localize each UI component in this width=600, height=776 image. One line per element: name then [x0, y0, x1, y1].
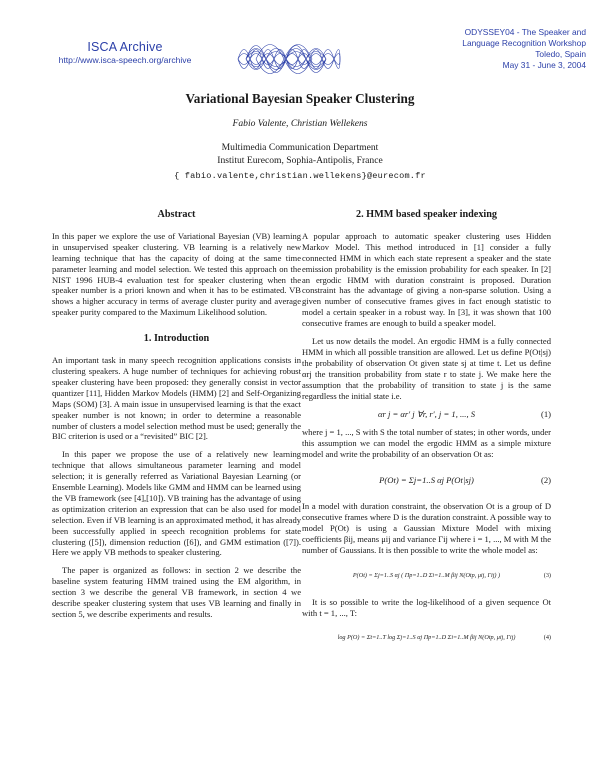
- section2-paragraph: In a model with duration constraint, the observation Ot is a group of D consecutive frames where D is the duration constraint. A possible way to model P(Ot) is using a Gaussian Mixture Model with mixing coefficients βij, means μij and variance Γij where i = 1, ..., M with M the number of Gaussians. It is then possible to write the whole model as:: [302, 501, 551, 555]
- affiliation-line: Multimedia Communication Department: [221, 142, 379, 153]
- right-column: [302, 210, 551, 659]
- abstract-text: In this paper we explore the use of Variational Bayesian (VB) learning in unsupervised speaker clustering. VB learning is a relatively new learning technique that has the capacity of doing at the same time parameter learning and model selection. We tested this approach on the NIST 1996 HUB-4 evaluation test for speaker clustering when the speaker number is a priori known and when it has to be estimated. VB shows a higher accuracy in terms of average cluster purity and average speaker purity compared to the Maximum Likelihood solution.: [52, 230, 301, 318]
- equation-body: log P(O) = Σt=1..T log Σj=1..S αj Πp=1..D Σi=1..M βij N(Otp, μij, Γij): [337, 634, 516, 642]
- equation-number: (3): [543, 571, 551, 579]
- affiliation: [0, 142, 600, 167]
- paper-authors: Fabio Valente, Christian Wellekens: [232, 118, 368, 129]
- section2-paragraph: It is so possible to write the log-likelihood of a given sequence Ot with t = 1, ..., T:: [302, 596, 551, 618]
- conf-line: May 31 - June 3, 2004: [502, 60, 586, 70]
- intro-paragraph: In this paper we propose the use of a relatively new learning technique that allows simultaneous parameter learning and model selection; it is generally referred as Variational Bayesian Learning (or Ensemble Learning). Models like GMM and HMM can be learned using the VB framework (see [4],[10]). VB training has the advantage of using as optimization criterion an expression that can be also used for model selection. Even if VB learning is an approximated method, it has already been successfully applied in speech recognition problems for state clustering ([5]), dimension reduction ([6]), and GMM estimation ([7]). Here we apply VB methods to speaker clustering.: [52, 449, 301, 558]
- equation-body: P(Ot) = Σj=1..S αj P(Ot|sj): [379, 475, 474, 486]
- equation-1: [302, 409, 551, 420]
- affiliation-line: Institut Eurecom, Sophia-Antipolis, France: [217, 154, 383, 166]
- archive-url[interactable]: http://www.isca-speech.org/archive: [58, 55, 192, 65]
- section2-paragraph: where j = 1, ..., S with S the total number of states; in other words, under this assumption we can model the ergodic HMM as a simple mixture model and write the probability of an observation Ot as:: [302, 427, 551, 460]
- equation-number: (4): [543, 634, 551, 642]
- equation-4: [302, 625, 551, 651]
- conf-line: Language Recognition Workshop: [462, 38, 586, 48]
- conference-header: [400, 27, 586, 71]
- section2-paragraph: A popular approach to automatic speaker clustering uses Hidden Markov Model. This method introduced in [1] consider a fully connected HMM in which each state represent a speaker and the state emission probability is the emission probability for each speaker. In [2] an ergodic HMM with duration constraint is proposed. Duration constraint has the advantage of giving a non-sparse solution. Using a given number of consecutive frames gives in fact enough statistic to model a certain speaker in a robust way. In [3], it was shown that 100 consecutive frames are enough to build a speaker model.: [302, 230, 551, 329]
- introduction-heading: 1. Introduction: [143, 333, 210, 345]
- equation-number: (2): [540, 475, 551, 486]
- intro-paragraph: The paper is organized as follows: in section 2 we describe the baseline system featuring HMM trained using the EM algorithm, in section 3 we describe the general VB framework, in section 4 we describe speaker clustering system that uses VB learning and finally in section 5, we describe experiments and results.: [52, 565, 301, 619]
- archive-title: ISCA Archive: [87, 40, 163, 54]
- equation-body: P(Ot) = Σj=1..S αj ( Πp=1..D Σi=1..M βij N(Otp, μij, Γij) ): [352, 571, 501, 579]
- isca-waveform-logo-icon: [236, 30, 342, 88]
- abstract-heading: Abstract: [157, 209, 196, 220]
- conf-line: Toledo, Spain: [535, 49, 586, 59]
- section2-paragraph: Let us now details the model. An ergodic HMM is a fully connected HMM in which all possible transition are allowed. Let us define P(Ot|sj) the probability of observation Ot given state sj at time t. Let us define αrj the transition probability from state r to state j. We make here the assumption that the probability of transition to state j is the same regardless the initial state i.e.: [302, 336, 551, 401]
- conf-line: ODYSSEY04 - The Speaker and: [464, 27, 586, 37]
- equation-3: [302, 563, 551, 589]
- left-column: [52, 210, 301, 627]
- equation-number: (1): [540, 408, 551, 419]
- equation-body: αr j = αr′ j ∀r, r′, j = 1, ..., S: [377, 408, 476, 419]
- section2-heading: 2. HMM based speaker indexing: [355, 209, 498, 220]
- archive-header: [20, 40, 230, 65]
- paper-title: Variational Bayesian Speaker Clustering: [185, 91, 415, 106]
- equation-2: [302, 467, 551, 493]
- intro-paragraph: An important task in many speech recognition applications consists in clustering speakers. A huge number of techniques for achieving robust speaker clustering have been proposed: they generally consist in vector quantizer [11], Hidden Markov Models (HMM) [2] and Self-Organizing Maps (SOM) [3]. A main issue in unsupervised learning is that the exact speaker number is not known; in order to determine a reasonable number of clusters a model selection method must be used; generally the BIC criterion is used or a “revisited” BIC [2].: [52, 355, 301, 442]
- author-email: { fabio.valente,christian.wellekens}@eurecom.fr: [174, 171, 426, 181]
